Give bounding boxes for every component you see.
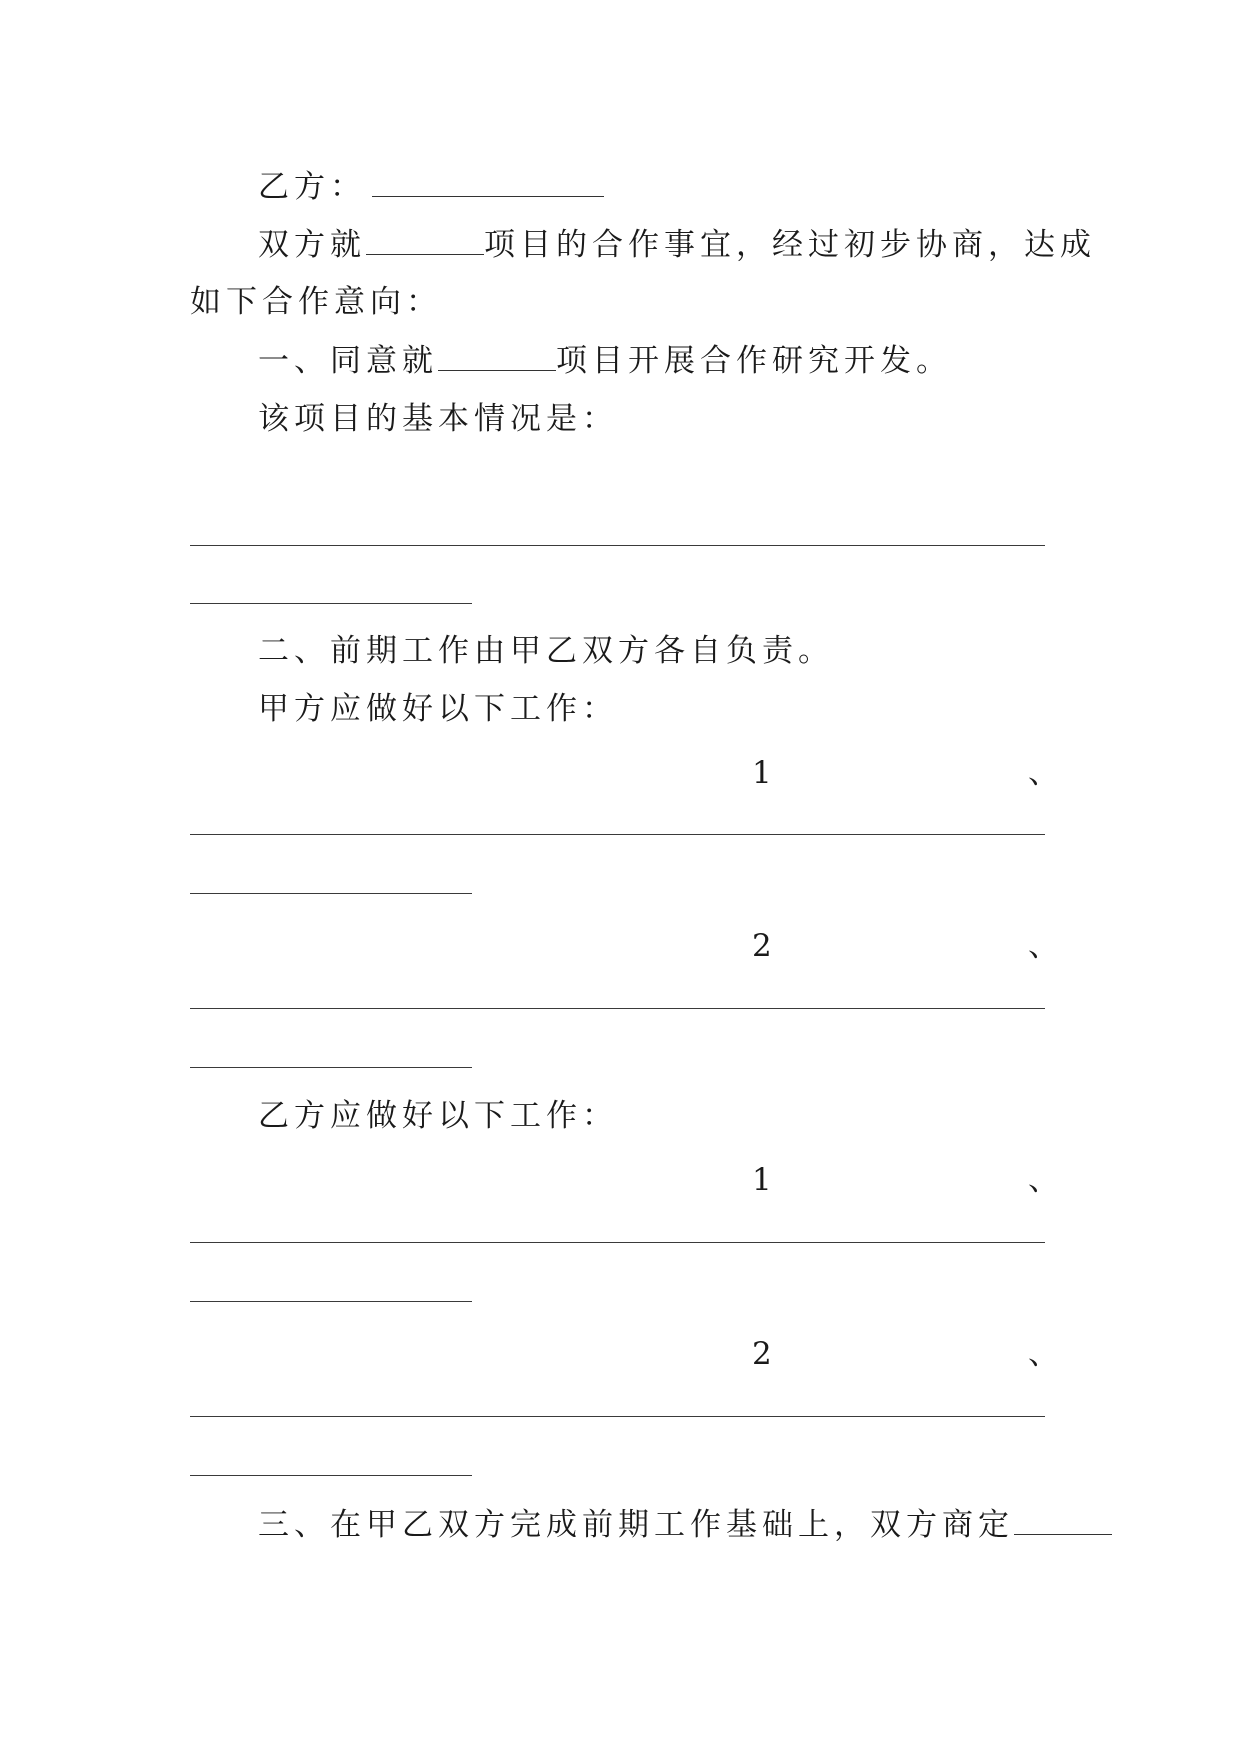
party-a-work-label: 甲方应做好以下工作： bbox=[258, 691, 618, 727]
intro-text-1a: 双方就 bbox=[258, 227, 366, 263]
party-b-work-label: 乙方应做好以下工作： bbox=[258, 1098, 618, 1134]
clause-1-project-blank bbox=[438, 340, 556, 371]
clause-1-text-b: 项目开展合作研究开发。 bbox=[556, 343, 952, 379]
party-b-item-1-separator: 、 bbox=[1028, 1162, 1059, 1198]
blank-rule-full bbox=[190, 1242, 1045, 1243]
blank-rule-full bbox=[190, 1008, 1045, 1009]
clause-3 bbox=[258, 1504, 1112, 1545]
clause-2: 二、前期工作由甲乙双方各自负责。 bbox=[258, 633, 834, 669]
party-b-item-2-number: 2 bbox=[752, 1336, 772, 1372]
clause-1 bbox=[258, 340, 952, 381]
clause-1-text-a: 一、同意就 bbox=[258, 343, 438, 379]
blank-rule-short bbox=[190, 893, 472, 894]
intro-text-1b: 项目的合作事宜，经过初步协商，达成 bbox=[484, 227, 1096, 263]
party-a-item-1-number: 1 bbox=[752, 755, 772, 791]
clause-3-text: 三、在甲乙双方完成前期工作基础上，双方商定 bbox=[258, 1507, 1014, 1543]
party-b-blank bbox=[372, 166, 604, 197]
blank-rule-full bbox=[190, 545, 1045, 546]
clause-3-blank bbox=[1014, 1504, 1112, 1535]
intro-line-1 bbox=[258, 224, 1096, 265]
intro-line-2: 如下合作意向： bbox=[190, 284, 442, 320]
party-a-item-1-separator: 、 bbox=[1028, 755, 1059, 791]
party-b-item-1-number: 1 bbox=[752, 1162, 772, 1198]
party-a-item-2-number: 2 bbox=[752, 928, 772, 964]
blank-rule-full bbox=[190, 1416, 1045, 1417]
blank-rule-short bbox=[190, 603, 472, 604]
blank-rule-short bbox=[190, 1475, 472, 1476]
party-a-item-2-separator: 、 bbox=[1028, 928, 1059, 964]
party-b-line bbox=[258, 166, 604, 207]
blank-rule-full bbox=[190, 834, 1045, 835]
project-info-label: 该项目的基本情况是： bbox=[258, 401, 618, 437]
blank-rule-short bbox=[190, 1067, 472, 1068]
project-name-blank bbox=[366, 224, 484, 255]
party-b-label: 乙方： bbox=[258, 169, 366, 205]
party-b-item-2-separator: 、 bbox=[1028, 1336, 1059, 1372]
blank-rule-short bbox=[190, 1301, 472, 1302]
